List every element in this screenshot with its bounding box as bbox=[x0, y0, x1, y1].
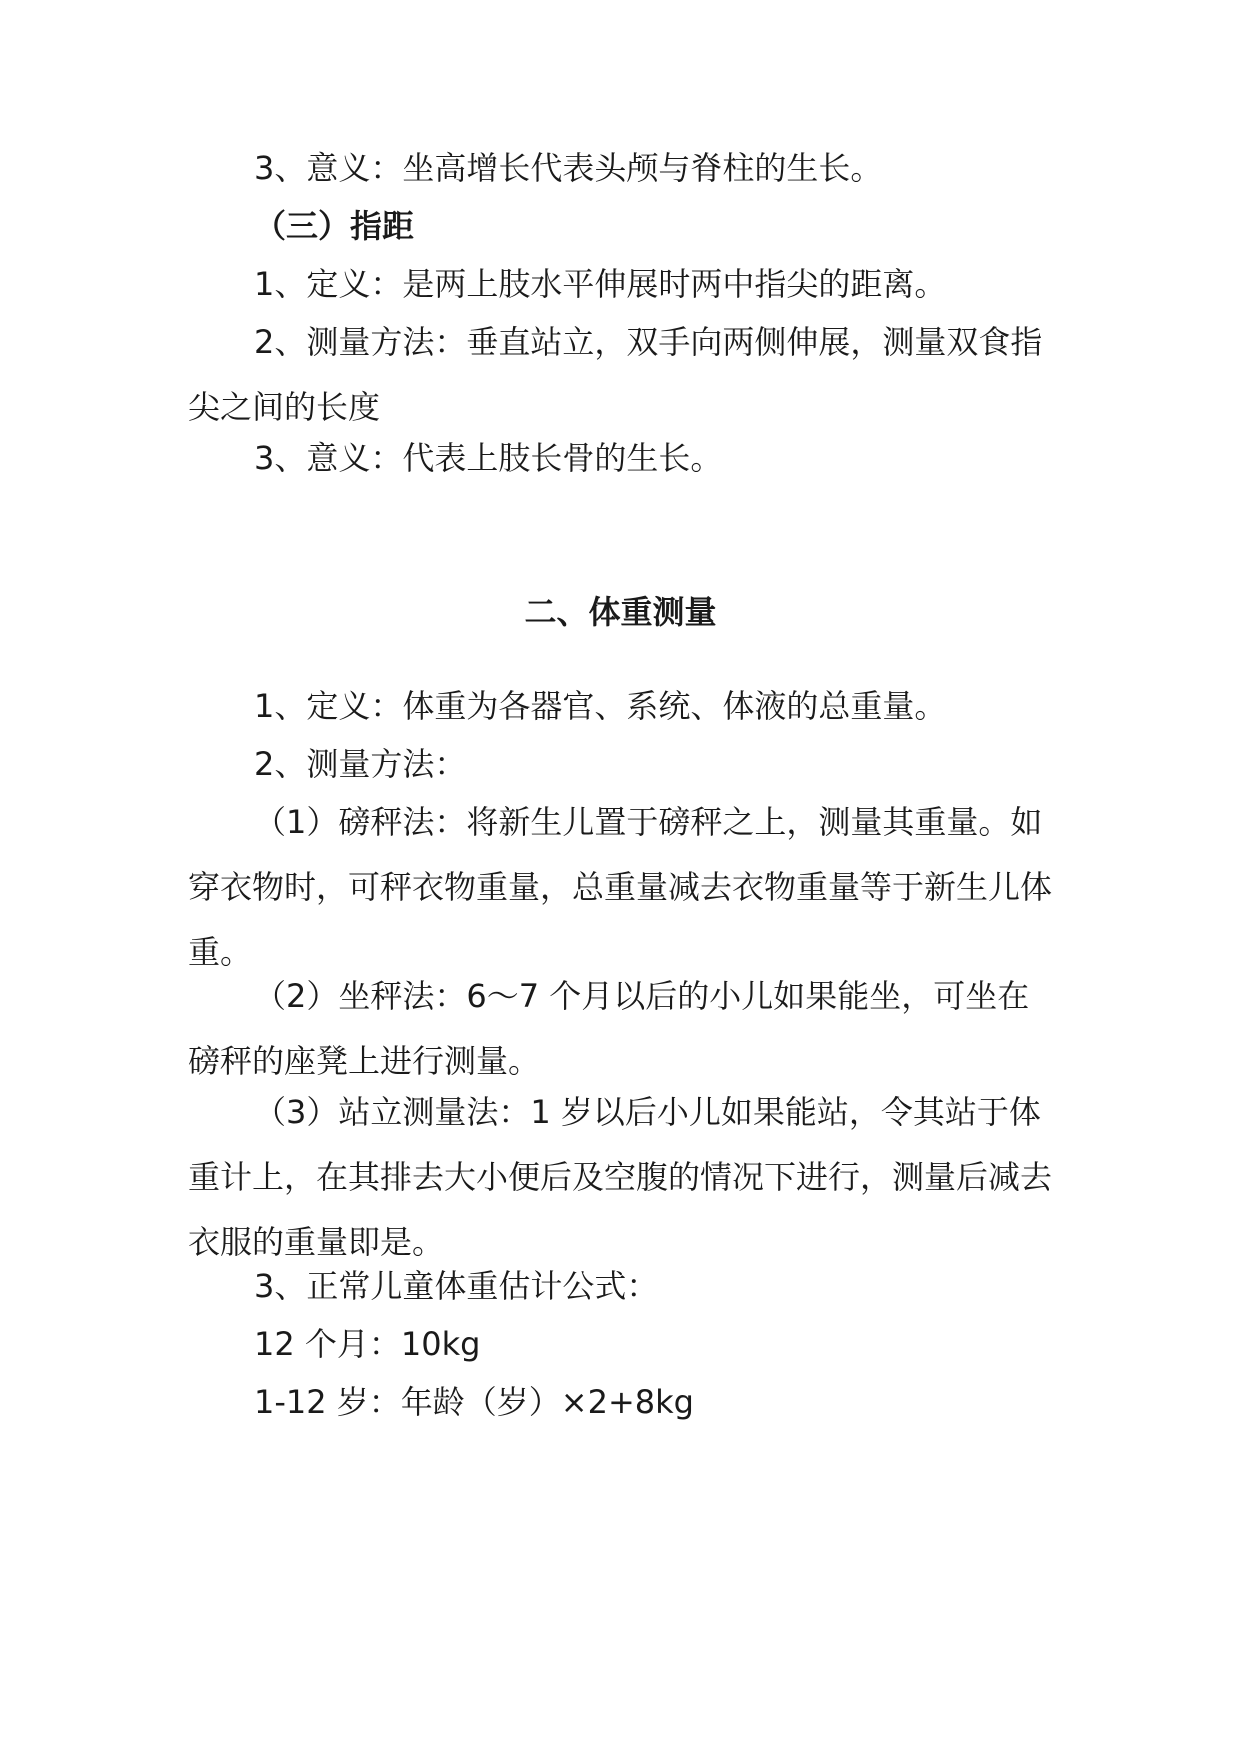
paragraph-formula-12-months: 12 个月：10kg bbox=[254, 1325, 481, 1363]
section-title-weight-measurement: 二、体重测量 bbox=[524, 593, 717, 631]
paragraph-scale-method: （1）磅秤法：将新生儿置于磅秤之上，测量其重量。如穿衣物时，可秤衣物重量，总重量减去衣物重量等于新生儿体重。 bbox=[188, 803, 1053, 971]
paragraph-arm-span-method: 2、测量方法：垂直站立，双手向两侧伸展，测量双食指尖之间的长度 bbox=[188, 323, 1043, 426]
paragraph-sitting-scale-method: （2）坐秤法：6～7 个月以后的小儿如果能坐，可坐在磅秤的座凳上进行测量。 bbox=[188, 977, 1030, 1080]
paragraph-weight-definition: 1、定义：体重为各器官、系统、体液的总重量。 bbox=[254, 687, 947, 725]
paragraph-weight-formula-heading: 3、正常儿童体重估计公式： bbox=[254, 1267, 659, 1305]
paragraph-arm-span-significance: 3、意义：代表上肢长骨的生长。 bbox=[254, 439, 723, 477]
paragraph-standing-method: （3）站立测量法：1 岁以后小儿如果能站，令其站于体重计上，在其排去大小便后及空腹的情况下进行，测量后减去衣服的重量即是。 bbox=[188, 1093, 1053, 1261]
paragraph-weight-method-heading: 2、测量方法： bbox=[254, 745, 467, 783]
paragraph-formula-1-12-years: 1-12 岁：年龄（岁）×2+8kg bbox=[254, 1383, 694, 1421]
subheading-arm-span: （三）指距 bbox=[254, 207, 415, 245]
paragraph-sitting-height-significance: 3、意义：坐高增长代表头颅与脊柱的生长。 bbox=[254, 149, 883, 187]
paragraph-arm-span-definition: 1、定义：是两上肢水平伸展时两中指尖的距离。 bbox=[254, 265, 947, 303]
